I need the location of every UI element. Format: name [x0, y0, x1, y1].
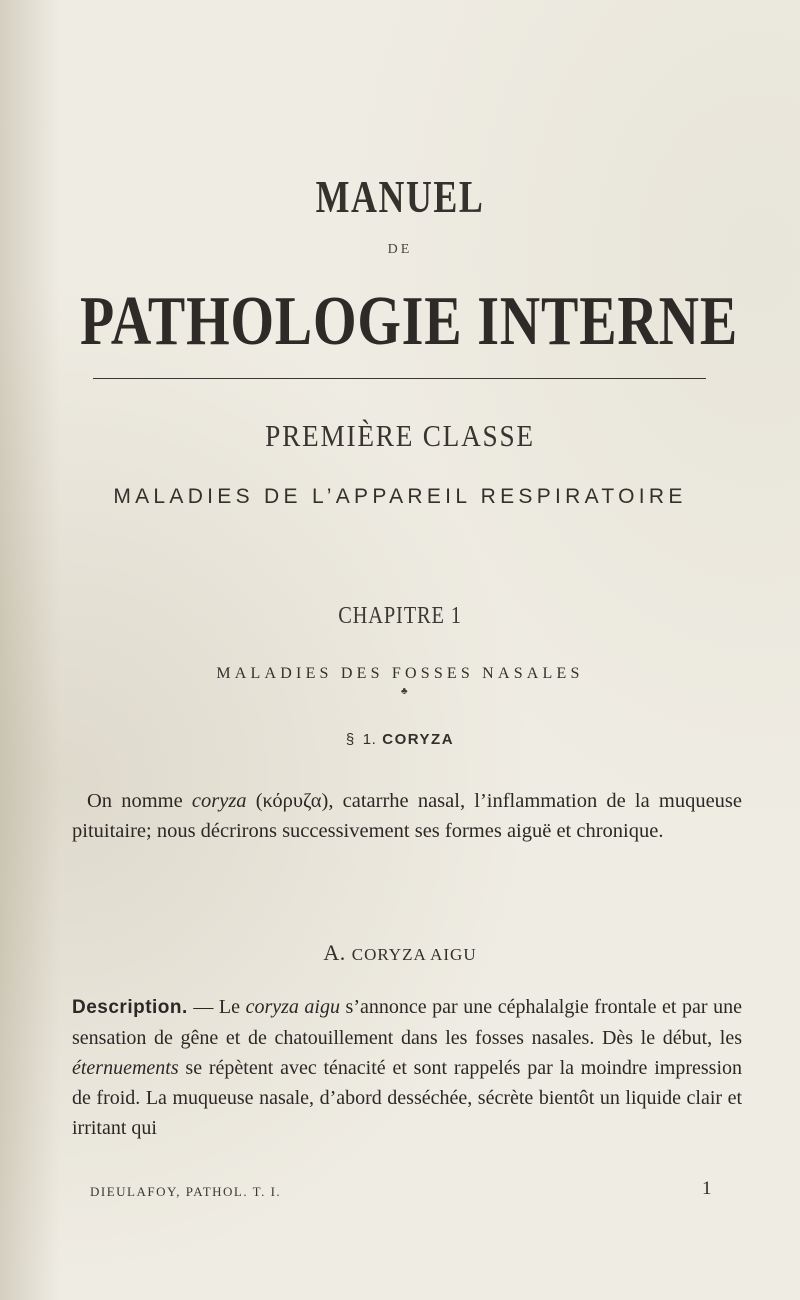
- intro-paragraph: [72, 787, 742, 846]
- intro-text-1: On nomme: [87, 790, 192, 812]
- description-text-2: s’annonce par une céphalalgie frontale et par une sensation de gêne et de chatouillement dans les fosses nasales. Dès le début, les: [72, 996, 742, 1049]
- chapter-heading: CHAPITRE 1: [338, 603, 462, 629]
- description-term-2: éternuements: [72, 1057, 179, 1079]
- book-title: PATHOLOGIE INTERNE: [80, 283, 738, 360]
- section-heading: [0, 731, 800, 748]
- description-text-3: se répètent avec ténacité et sont rappelés par la moindre impression de froid. La muqueuse nasale, d’abord desséchée, sécrète bientôt un liquide clair et irritant qui: [72, 1057, 742, 1139]
- ornament-icon: ♣: [401, 686, 408, 697]
- description-paragraph: [72, 992, 742, 1143]
- description-text-1: — Le: [187, 996, 246, 1018]
- subsection-heading: [0, 940, 800, 966]
- page-number: 1: [702, 1178, 712, 1199]
- title-manuel: MANUEL: [315, 171, 485, 222]
- intro-text-2: (κόρυζα), catarrhe nasal, l’inflammation de la muqueuse pituitaire; nous décrirons successivement ses formes aiguë et chronique.: [72, 790, 742, 842]
- part-title: PREMIÈRE CLASSE: [265, 418, 535, 453]
- title-rule: [93, 378, 706, 379]
- subsection-letter: A.: [323, 940, 346, 965]
- section-number: 1.: [362, 731, 377, 748]
- intro-term: coryza: [191, 790, 247, 812]
- chapter-title: MALADIES DES FOSSES NASALES: [216, 665, 584, 682]
- section-title: CORYZA: [382, 731, 455, 748]
- subsection-title: CORYZA AIGU: [351, 945, 477, 964]
- description-term: coryza aigu: [245, 996, 340, 1018]
- description-lead: Description.: [72, 997, 188, 1018]
- section-sign: §: [345, 731, 355, 748]
- title-de: DE: [387, 242, 413, 257]
- part-subtitle: MALADIES DE L’APPAREIL RESPIRATOIRE: [113, 485, 687, 508]
- printer-signature: DIEULAFOY, PATHOL. T. I.: [90, 1184, 282, 1199]
- page-edge-shadow: [0, 0, 60, 1300]
